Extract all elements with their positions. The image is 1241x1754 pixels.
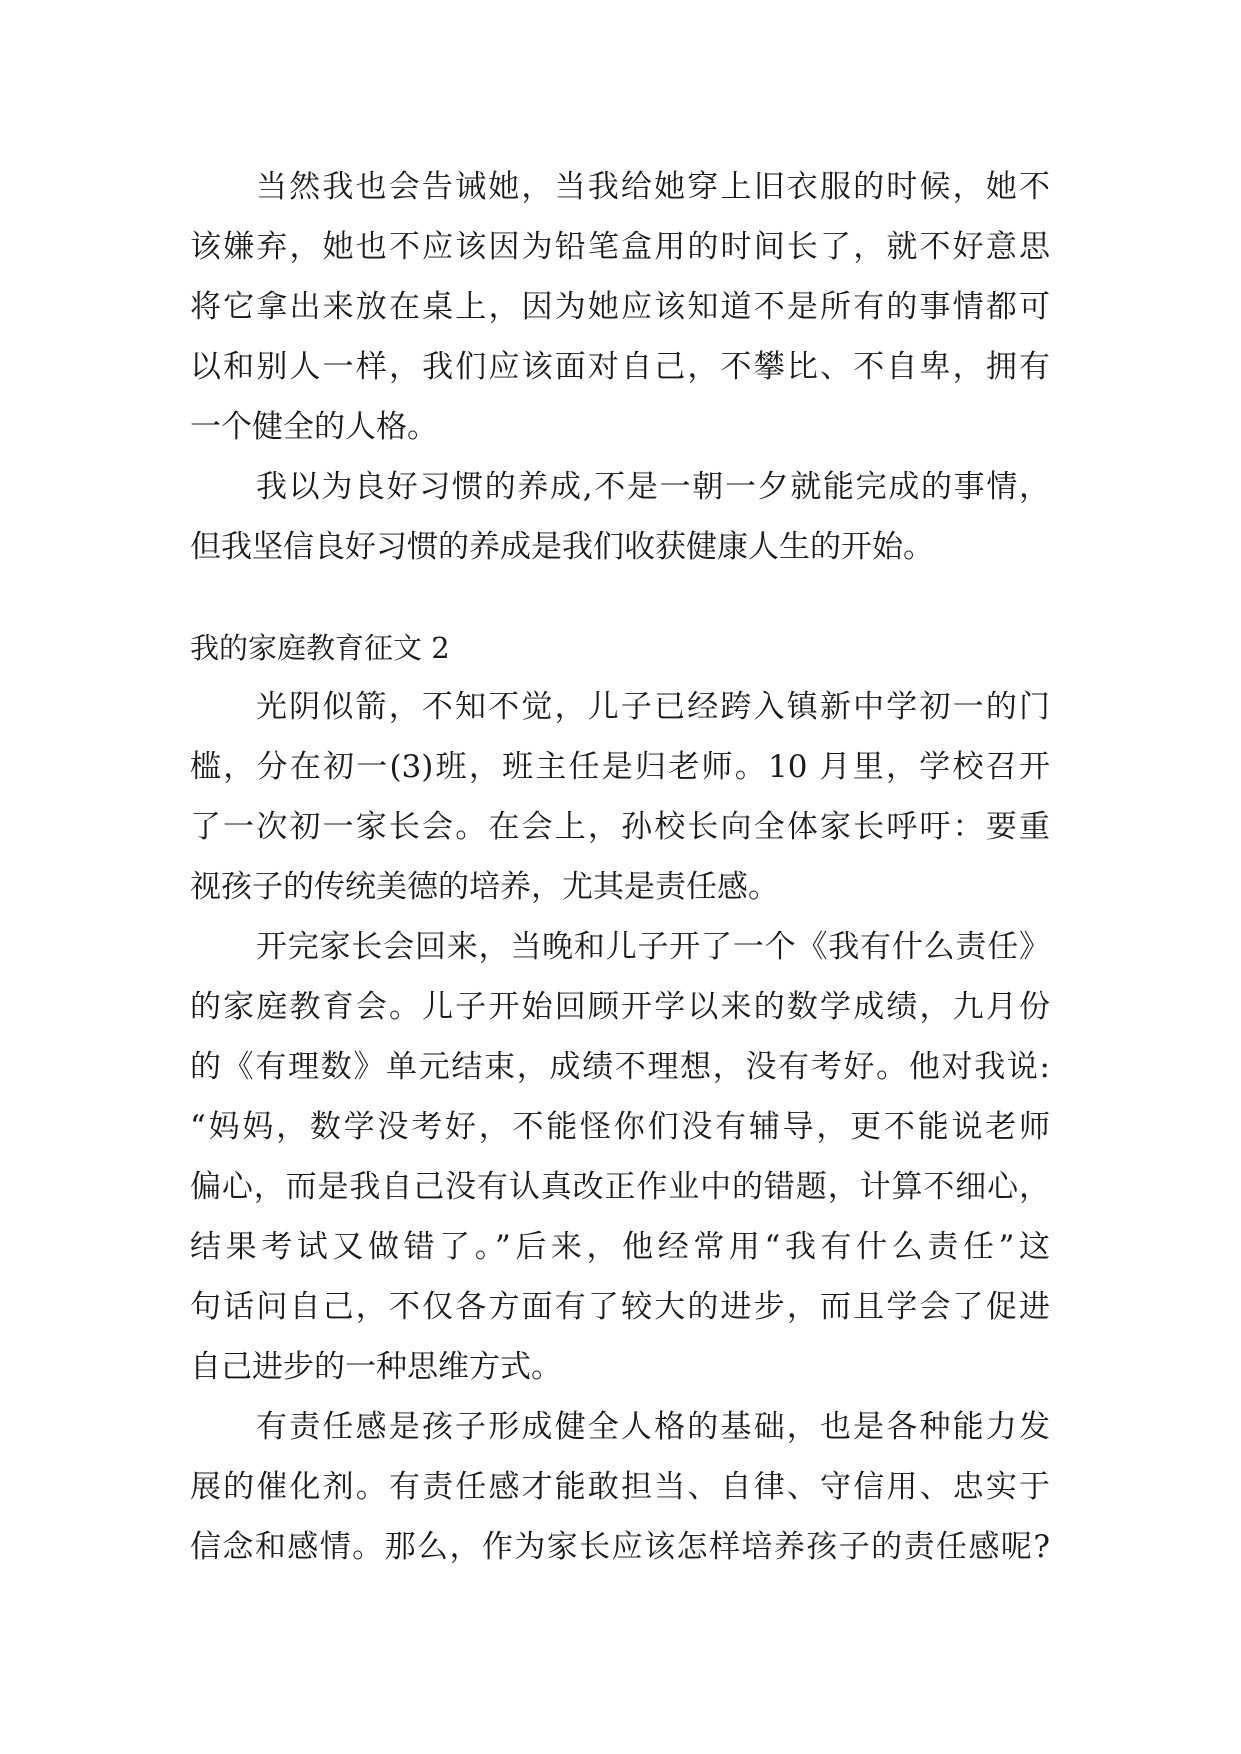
paragraph-line: 结果考试又做错了。”后来，他经常用“我有什么责任”这: [190, 1229, 1050, 1265]
paragraph-line: 槛，分在初一(3)班，班主任是归老师。10 月里，学校召开: [190, 749, 1050, 785]
paragraph-line: 展的催化剂。有责任感才能敢担当、自律、守信用、忠实于: [190, 1469, 1050, 1505]
paragraph-line: 的《有理数》单元结束，成绩不理想，没有考好。他对我说:: [190, 1049, 1050, 1085]
paragraph-line: 以和别人一样，我们应该面对自己，不攀比、不自卑，拥有: [190, 349, 1050, 385]
paragraph-line: 当然我也会告诫她，当我给她穿上旧衣服的时候，她不: [256, 169, 1050, 205]
paragraph-line: 我以为良好习惯的养成,不是一朝一夕就能完成的事情，: [256, 469, 1050, 505]
paragraph-line: 了一次初一家长会。在会上，孙校长向全体家长呼吁：要重: [190, 809, 1050, 845]
paragraph-line: 该嫌弃，她也不应该因为铅笔盒用的时间长了，就不好意思: [190, 229, 1050, 265]
paragraph-line: 一个健全的人格。: [190, 409, 438, 445]
paragraph-line: 偏心，而是我自己没有认真改正作业中的错题，计算不细心，: [190, 1169, 1050, 1205]
paragraph-line: 但我坚信良好习惯的养成是我们收获健康人生的开始。: [190, 529, 934, 565]
paragraph-line: 视孩子的传统美德的培养，尤其是责任感。: [190, 869, 779, 905]
paragraph-line: 信念和感情。那么，作为家长应该怎样培养孩子的责任感呢?: [190, 1529, 1050, 1565]
paragraph-line: 句话问自己，不仅各方面有了较大的进步，而且学会了促进: [190, 1289, 1050, 1325]
paragraph-line: 将它拿出来放在桌上，因为她应该知道不是所有的事情都可: [190, 289, 1050, 325]
paragraph-line: “妈妈，数学没考好，不能怪你们没有辅导，更不能说老师: [190, 1109, 1050, 1145]
paragraph-line: 有责任感是孩子形成健全人格的基础，也是各种能力发: [256, 1409, 1050, 1445]
paragraph-line: 自己进步的一种思维方式。: [190, 1349, 562, 1385]
paragraph-line: 的家庭教育会。儿子开始回顾开学以来的数学成绩，九月份: [190, 989, 1050, 1025]
paragraph-line: 开完家长会回来，当晚和儿子开了一个《我有什么责任》: [256, 929, 1050, 965]
section-title: 我的家庭教育征文 2: [190, 631, 450, 665]
paragraph-line: 光阴似箭，不知不觉，儿子已经跨入镇新中学初一的门: [256, 689, 1050, 725]
